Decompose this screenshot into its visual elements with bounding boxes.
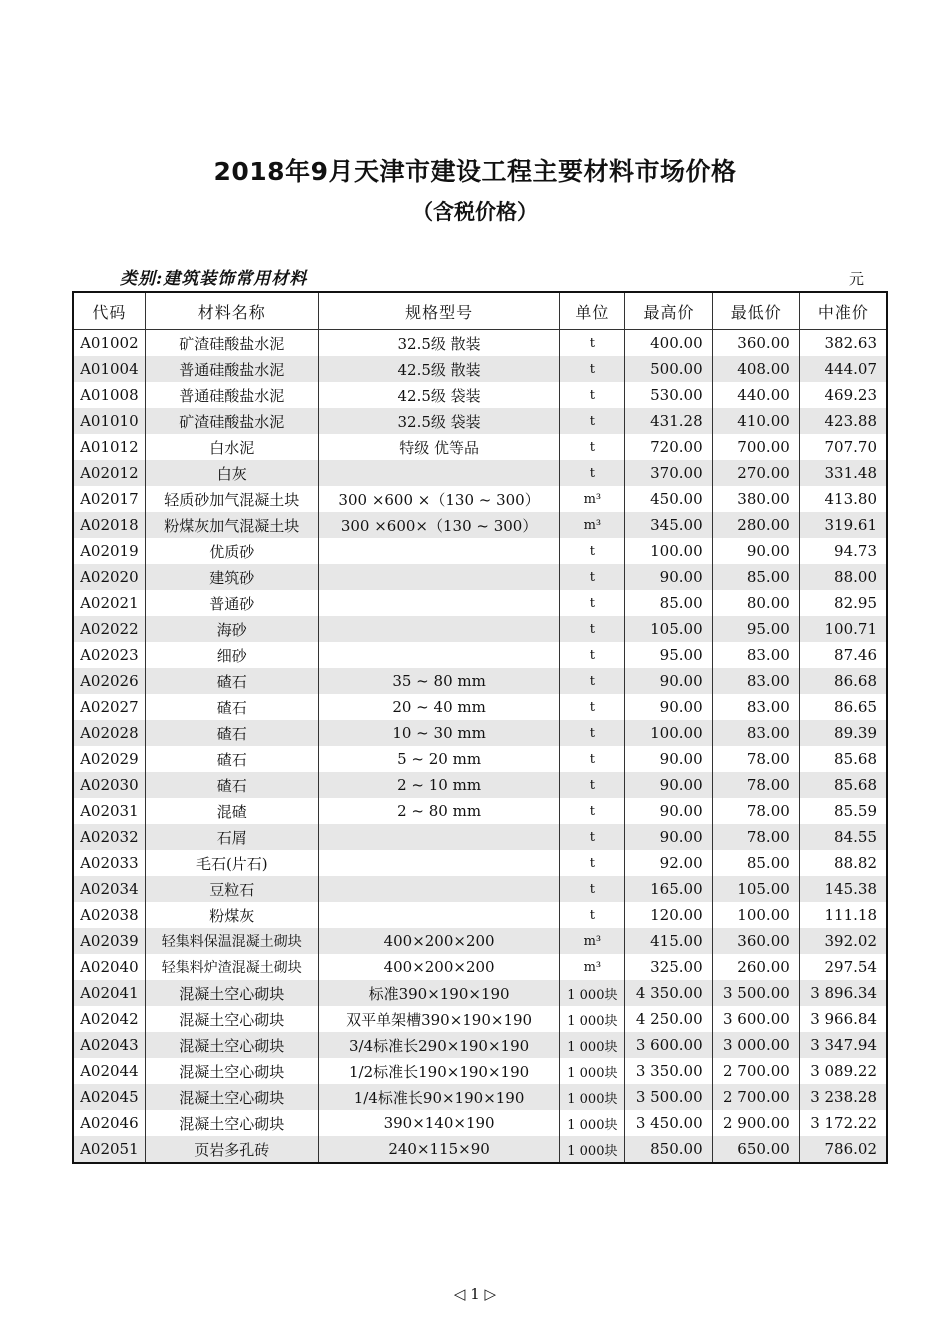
row-min-price: 78.00 <box>712 798 799 824</box>
row-spec <box>318 590 559 616</box>
row-min-price: 380.00 <box>712 486 799 512</box>
row-unit: 1 000块 <box>560 1032 625 1058</box>
row-mid-price: 297.54 <box>799 954 887 980</box>
row-code: A01012 <box>73 434 145 460</box>
row-mid-price: 3 089.22 <box>799 1058 887 1084</box>
row-code: A02040 <box>73 954 145 980</box>
row-min-price: 85.00 <box>712 564 799 590</box>
row-min-price: 3 600.00 <box>712 1006 799 1032</box>
row-min-price: 360.00 <box>712 928 799 954</box>
row-spec <box>318 538 559 564</box>
row-material-name: 豆粒石 <box>145 876 318 902</box>
row-material-name: 碴石 <box>145 772 318 798</box>
row-code: A01008 <box>73 382 145 408</box>
row-spec <box>318 642 559 668</box>
currency-unit: 元 <box>849 270 865 288</box>
row-min-price: 440.00 <box>712 382 799 408</box>
row-min-price: 408.00 <box>712 356 799 382</box>
row-mid-price: 3 172.22 <box>799 1110 887 1136</box>
row-mid-price: 85.68 <box>799 746 887 772</box>
row-min-price: 105.00 <box>712 876 799 902</box>
row-code: A02039 <box>73 928 145 954</box>
row-max-price: 95.00 <box>625 642 712 668</box>
row-min-price: 2 900.00 <box>712 1110 799 1136</box>
row-code: A02022 <box>73 616 145 642</box>
row-material-name: 混凝土空心砌块 <box>145 980 318 1006</box>
table-row <box>73 850 887 876</box>
row-material-name: 碴石 <box>145 668 318 694</box>
table-row <box>73 928 887 954</box>
row-spec: 390×140×190 <box>318 1110 559 1136</box>
table-row <box>73 876 887 902</box>
row-min-price: 3 000.00 <box>712 1032 799 1058</box>
row-code: A02021 <box>73 590 145 616</box>
row-min-price: 360.00 <box>712 330 799 357</box>
row-min-price: 100.00 <box>712 902 799 928</box>
row-material-name: 混凝土空心砌块 <box>145 1110 318 1136</box>
row-spec: 32.5级 散装 <box>318 330 559 357</box>
row-unit: 1 000块 <box>560 1006 625 1032</box>
row-min-price: 2 700.00 <box>712 1084 799 1110</box>
row-spec: 标准390×190×190 <box>318 980 559 1006</box>
row-max-price: 431.28 <box>625 408 712 434</box>
column-header-name: 材料名称 <box>145 292 318 330</box>
row-spec <box>318 902 559 928</box>
row-unit: t <box>560 720 625 746</box>
row-max-price: 325.00 <box>625 954 712 980</box>
row-material-name: 轻集料保温混凝土砌块 <box>145 928 318 954</box>
row-code: A02046 <box>73 1110 145 1136</box>
row-unit: t <box>560 824 625 850</box>
row-unit: t <box>560 668 625 694</box>
row-material-name: 混凝土空心砌块 <box>145 1006 318 1032</box>
table-header-row <box>73 292 887 330</box>
row-min-price: 78.00 <box>712 772 799 798</box>
row-spec: 特级 优等品 <box>318 434 559 460</box>
row-mid-price: 423.88 <box>799 408 887 434</box>
row-max-price: 530.00 <box>625 382 712 408</box>
row-material-name: 混凝土空心砌块 <box>145 1058 318 1084</box>
row-material-name: 矿渣硅酸盐水泥 <box>145 330 318 357</box>
row-min-price: 270.00 <box>712 460 799 486</box>
row-max-price: 850.00 <box>625 1136 712 1163</box>
row-spec: 5 ~ 20 mm <box>318 746 559 772</box>
row-unit: t <box>560 408 625 434</box>
row-spec: 20 ~ 40 mm <box>318 694 559 720</box>
row-max-price: 3 500.00 <box>625 1084 712 1110</box>
row-spec: 240×115×90 <box>318 1136 559 1163</box>
row-spec: 32.5级 袋装 <box>318 408 559 434</box>
row-code: A02031 <box>73 798 145 824</box>
row-spec: 42.5级 散装 <box>318 356 559 382</box>
table-row <box>73 564 887 590</box>
table-row <box>73 1032 887 1058</box>
table-row <box>73 746 887 772</box>
row-code: A02018 <box>73 512 145 538</box>
row-spec: 35 ~ 80 mm <box>318 668 559 694</box>
row-spec <box>318 850 559 876</box>
row-max-price: 105.00 <box>625 616 712 642</box>
price-table <box>72 291 888 1164</box>
row-max-price: 4 350.00 <box>625 980 712 1006</box>
row-spec: 300 ×600×（130 ~ 300） <box>318 512 559 538</box>
row-spec: 10 ~ 30 mm <box>318 720 559 746</box>
row-unit: t <box>560 746 625 772</box>
row-unit: t <box>560 538 625 564</box>
table-row <box>73 772 887 798</box>
table-row <box>73 980 887 1006</box>
row-material-name: 细砂 <box>145 642 318 668</box>
table-row <box>73 824 887 850</box>
column-header-code: 代码 <box>73 292 145 330</box>
row-code: A02023 <box>73 642 145 668</box>
row-code: A02042 <box>73 1006 145 1032</box>
row-code: A02044 <box>73 1058 145 1084</box>
row-material-name: 轻质砂加气混凝土块 <box>145 486 318 512</box>
row-max-price: 450.00 <box>625 486 712 512</box>
row-max-price: 720.00 <box>625 434 712 460</box>
row-spec: 300 ×600 ×（130 ~ 300） <box>318 486 559 512</box>
row-max-price: 90.00 <box>625 798 712 824</box>
row-code: A01004 <box>73 356 145 382</box>
row-code: A02038 <box>73 902 145 928</box>
row-max-price: 90.00 <box>625 824 712 850</box>
row-mid-price: 87.46 <box>799 642 887 668</box>
row-unit: 1 000块 <box>560 1084 625 1110</box>
row-spec: 42.5级 袋装 <box>318 382 559 408</box>
row-material-name: 毛石(片石) <box>145 850 318 876</box>
table-row <box>73 902 887 928</box>
table-row <box>73 356 887 382</box>
row-min-price: 90.00 <box>712 538 799 564</box>
row-max-price: 400.00 <box>625 330 712 357</box>
row-max-price: 415.00 <box>625 928 712 954</box>
row-min-price: 95.00 <box>712 616 799 642</box>
row-unit: 1 000块 <box>560 1136 625 1163</box>
table-row <box>73 616 887 642</box>
row-code: A02033 <box>73 850 145 876</box>
row-code: A02017 <box>73 486 145 512</box>
row-code: A02051 <box>73 1136 145 1163</box>
row-mid-price: 319.61 <box>799 512 887 538</box>
row-min-price: 83.00 <box>712 720 799 746</box>
table-row <box>73 1084 887 1110</box>
row-unit: t <box>560 902 625 928</box>
row-code: A02019 <box>73 538 145 564</box>
row-code: A02032 <box>73 824 145 850</box>
row-mid-price: 85.68 <box>799 772 887 798</box>
row-code: A02043 <box>73 1032 145 1058</box>
row-min-price: 85.00 <box>712 850 799 876</box>
row-max-price: 120.00 <box>625 902 712 928</box>
row-material-name: 优质砂 <box>145 538 318 564</box>
row-mid-price: 3 238.28 <box>799 1084 887 1110</box>
row-max-price: 345.00 <box>625 512 712 538</box>
row-material-name: 白水泥 <box>145 434 318 460</box>
row-unit: t <box>560 616 625 642</box>
row-min-price: 83.00 <box>712 694 799 720</box>
row-mid-price: 88.82 <box>799 850 887 876</box>
row-max-price: 3 350.00 <box>625 1058 712 1084</box>
table-row <box>73 720 887 746</box>
row-material-name: 轻集料炉渣混凝土砌块 <box>145 954 318 980</box>
row-code: A02030 <box>73 772 145 798</box>
row-max-price: 4 250.00 <box>625 1006 712 1032</box>
row-unit: t <box>560 382 625 408</box>
row-max-price: 90.00 <box>625 668 712 694</box>
table-row <box>73 694 887 720</box>
row-spec <box>318 460 559 486</box>
row-min-price: 650.00 <box>712 1136 799 1163</box>
row-min-price: 78.00 <box>712 746 799 772</box>
row-spec: 双平单架槽390×190×190 <box>318 1006 559 1032</box>
row-code: A02045 <box>73 1084 145 1110</box>
row-material-name: 石屑 <box>145 824 318 850</box>
table-row <box>73 408 887 434</box>
row-material-name: 普通硅酸盐水泥 <box>145 356 318 382</box>
row-spec <box>318 824 559 850</box>
row-min-price: 260.00 <box>712 954 799 980</box>
row-min-price: 3 500.00 <box>712 980 799 1006</box>
row-material-name: 碴石 <box>145 746 318 772</box>
row-unit: t <box>560 876 625 902</box>
row-mid-price: 786.02 <box>799 1136 887 1163</box>
row-material-name: 普通硅酸盐水泥 <box>145 382 318 408</box>
row-max-price: 370.00 <box>625 460 712 486</box>
row-mid-price: 382.63 <box>799 330 887 357</box>
row-unit: m³ <box>560 954 625 980</box>
row-material-name: 普通砂 <box>145 590 318 616</box>
row-mid-price: 86.68 <box>799 668 887 694</box>
row-material-name: 混凝土空心砌块 <box>145 1084 318 1110</box>
table-row <box>73 590 887 616</box>
row-material-name: 粉煤灰加气混凝土块 <box>145 512 318 538</box>
row-code: A02029 <box>73 746 145 772</box>
row-unit: t <box>560 798 625 824</box>
row-spec <box>318 616 559 642</box>
row-code: A02012 <box>73 460 145 486</box>
table-row <box>73 538 887 564</box>
row-min-price: 700.00 <box>712 434 799 460</box>
row-unit: 1 000块 <box>560 980 625 1006</box>
row-unit: m³ <box>560 512 625 538</box>
page-title: 2018年9月天津市建设工程主要材料市场价格 <box>213 157 737 186</box>
row-unit: t <box>560 850 625 876</box>
row-min-price: 83.00 <box>712 642 799 668</box>
row-unit: t <box>560 356 625 382</box>
row-material-name: 建筑砂 <box>145 564 318 590</box>
table-row <box>73 642 887 668</box>
table-row <box>73 382 887 408</box>
row-mid-price: 3 347.94 <box>799 1032 887 1058</box>
row-min-price: 83.00 <box>712 668 799 694</box>
row-mid-price: 469.23 <box>799 382 887 408</box>
row-unit: t <box>560 642 625 668</box>
row-unit: 1 000块 <box>560 1058 625 1084</box>
row-mid-price: 86.65 <box>799 694 887 720</box>
row-material-name: 粉煤灰 <box>145 902 318 928</box>
table-row <box>73 486 887 512</box>
row-unit: t <box>560 330 625 357</box>
category-label: 类别:建筑装饰常用材料 <box>120 269 308 289</box>
row-spec: 400×200×200 <box>318 954 559 980</box>
table-row <box>73 512 887 538</box>
row-code: A01010 <box>73 408 145 434</box>
row-spec: 3/4标准长290×190×190 <box>318 1032 559 1058</box>
row-max-price: 3 450.00 <box>625 1110 712 1136</box>
row-material-name: 海砂 <box>145 616 318 642</box>
row-mid-price: 85.59 <box>799 798 887 824</box>
row-min-price: 2 700.00 <box>712 1058 799 1084</box>
row-mid-price: 707.70 <box>799 434 887 460</box>
column-header-mid: 中准价 <box>799 292 887 330</box>
row-min-price: 80.00 <box>712 590 799 616</box>
table-row <box>73 668 887 694</box>
table-row <box>73 1110 887 1136</box>
table-row <box>73 460 887 486</box>
row-unit: t <box>560 564 625 590</box>
row-spec <box>318 564 559 590</box>
column-header-max: 最高价 <box>625 292 712 330</box>
row-mid-price: 100.71 <box>799 616 887 642</box>
row-code: A02020 <box>73 564 145 590</box>
row-mid-price: 392.02 <box>799 928 887 954</box>
row-max-price: 90.00 <box>625 694 712 720</box>
row-mid-price: 3 896.34 <box>799 980 887 1006</box>
row-spec: 1/2标准长190×190×190 <box>318 1058 559 1084</box>
row-unit: t <box>560 434 625 460</box>
row-code: A02026 <box>73 668 145 694</box>
row-material-name: 页岩多孔砖 <box>145 1136 318 1163</box>
row-spec: 1/4标准长90×190×190 <box>318 1084 559 1110</box>
row-mid-price: 331.48 <box>799 460 887 486</box>
row-max-price: 165.00 <box>625 876 712 902</box>
row-mid-price: 88.00 <box>799 564 887 590</box>
row-spec <box>318 876 559 902</box>
row-mid-price: 82.95 <box>799 590 887 616</box>
table-row <box>73 798 887 824</box>
table-row <box>73 330 887 357</box>
row-unit: t <box>560 694 625 720</box>
row-spec: 2 ~ 10 mm <box>318 772 559 798</box>
row-unit: 1 000块 <box>560 1110 625 1136</box>
row-unit: t <box>560 772 625 798</box>
row-unit: t <box>560 460 625 486</box>
table-body <box>73 330 887 1164</box>
row-max-price: 100.00 <box>625 720 712 746</box>
column-header-min: 最低价 <box>712 292 799 330</box>
row-code: A01002 <box>73 330 145 357</box>
row-unit: m³ <box>560 928 625 954</box>
table-row <box>73 1136 887 1163</box>
row-material-name: 矿渣硅酸盐水泥 <box>145 408 318 434</box>
row-code: A02041 <box>73 980 145 1006</box>
row-max-price: 92.00 <box>625 850 712 876</box>
row-spec: 400×200×200 <box>318 928 559 954</box>
row-spec: 2 ~ 80 mm <box>318 798 559 824</box>
row-max-price: 85.00 <box>625 590 712 616</box>
row-max-price: 100.00 <box>625 538 712 564</box>
page-number: ◁ 1 ▷ <box>453 1285 497 1303</box>
row-material-name: 碴石 <box>145 694 318 720</box>
row-mid-price: 444.07 <box>799 356 887 382</box>
row-mid-price: 84.55 <box>799 824 887 850</box>
column-header-spec: 规格型号 <box>318 292 559 330</box>
row-code: A02027 <box>73 694 145 720</box>
column-header-unit: 单位 <box>560 292 625 330</box>
row-max-price: 90.00 <box>625 772 712 798</box>
row-mid-price: 145.38 <box>799 876 887 902</box>
row-min-price: 280.00 <box>712 512 799 538</box>
row-material-name: 混碴 <box>145 798 318 824</box>
row-mid-price: 413.80 <box>799 486 887 512</box>
row-mid-price: 111.18 <box>799 902 887 928</box>
row-max-price: 3 600.00 <box>625 1032 712 1058</box>
row-code: A02034 <box>73 876 145 902</box>
row-max-price: 90.00 <box>625 564 712 590</box>
table-row <box>73 434 887 460</box>
row-material-name: 碴石 <box>145 720 318 746</box>
row-max-price: 90.00 <box>625 746 712 772</box>
table-row <box>73 1006 887 1032</box>
row-max-price: 500.00 <box>625 356 712 382</box>
row-unit: t <box>560 590 625 616</box>
row-mid-price: 89.39 <box>799 720 887 746</box>
page-subtitle: （含税价格） <box>412 200 538 224</box>
row-min-price: 410.00 <box>712 408 799 434</box>
row-material-name: 白灰 <box>145 460 318 486</box>
row-mid-price: 94.73 <box>799 538 887 564</box>
row-mid-price: 3 966.84 <box>799 1006 887 1032</box>
row-material-name: 混凝土空心砌块 <box>145 1032 318 1058</box>
row-code: A02028 <box>73 720 145 746</box>
table-row <box>73 954 887 980</box>
row-unit: m³ <box>560 486 625 512</box>
row-min-price: 78.00 <box>712 824 799 850</box>
table-row <box>73 1058 887 1084</box>
